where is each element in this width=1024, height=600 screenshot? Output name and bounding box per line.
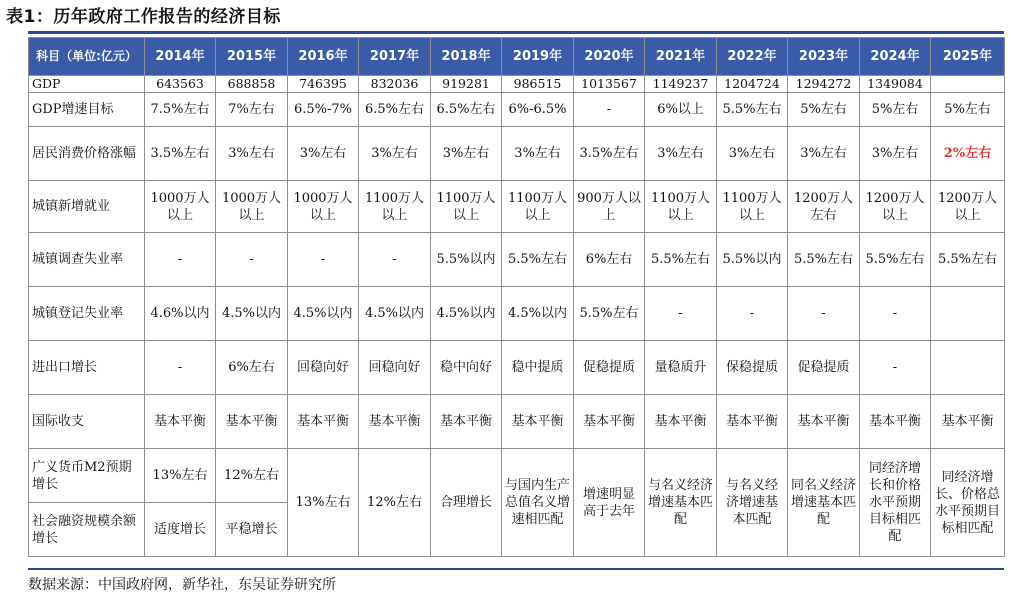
table-cell: - bbox=[645, 287, 717, 341]
table-cell: 5.5%左右 bbox=[574, 287, 645, 341]
table-cell: 1000万人以上 bbox=[145, 181, 216, 233]
header-year: 2021年 bbox=[645, 38, 717, 76]
table-cell: 基本平衡 bbox=[145, 395, 216, 449]
table-row bbox=[29, 233, 1005, 287]
table-cell: 基本平衡 bbox=[645, 395, 717, 449]
table-cell: 6.5%左右 bbox=[431, 93, 502, 127]
row-label: 社会融资规模余额增长 bbox=[29, 503, 145, 557]
table-cell: 回稳向好 bbox=[359, 341, 431, 395]
economic-targets-table bbox=[28, 37, 1005, 557]
table-cell: 1294272 bbox=[788, 76, 860, 93]
header-year: 2022年 bbox=[717, 38, 788, 76]
table-row bbox=[29, 76, 1005, 93]
table-cell: 688858 bbox=[216, 76, 288, 93]
merged-cell: 与国内生产总值名义增速相匹配 bbox=[502, 449, 574, 557]
table-cell: 基本平衡 bbox=[216, 395, 288, 449]
table-cell: 832036 bbox=[359, 76, 431, 93]
table-cell: 3%左右 bbox=[431, 127, 502, 181]
bottom-rule bbox=[28, 568, 1004, 570]
table-row bbox=[29, 93, 1005, 127]
table-cell: 1100万人以上 bbox=[359, 181, 431, 233]
table-cell: 7%左右 bbox=[216, 93, 288, 127]
table-cell: 1100万人以上 bbox=[502, 181, 574, 233]
merged-cell: 13%左右 bbox=[288, 449, 359, 557]
table-cell: 6%左右 bbox=[574, 233, 645, 287]
table-cell: 5.5%以内 bbox=[431, 233, 502, 287]
table-cell: 6%左右 bbox=[216, 341, 288, 395]
table-cell: - bbox=[788, 287, 860, 341]
header-year: 2023年 bbox=[788, 38, 860, 76]
merged-cell: 增速明显高于去年 bbox=[574, 449, 645, 557]
table-cell: 基本平衡 bbox=[717, 395, 788, 449]
table-cell: 1204724 bbox=[717, 76, 788, 93]
header-year: 2020年 bbox=[574, 38, 645, 76]
table-cell: 基本平衡 bbox=[359, 395, 431, 449]
table-cell: 3%左右 bbox=[359, 127, 431, 181]
table-cell: 5.5%左右 bbox=[788, 233, 860, 287]
table-cell: 1149237 bbox=[645, 76, 717, 93]
table-row bbox=[29, 449, 1005, 503]
table-cell: - bbox=[145, 233, 216, 287]
header-year: 2025年 bbox=[931, 38, 1005, 76]
table-cell: 5.5%左右 bbox=[717, 93, 788, 127]
table-cell: 1100万人以上 bbox=[645, 181, 717, 233]
table-cell: 3%左右 bbox=[860, 127, 931, 181]
table-row bbox=[29, 395, 1005, 449]
table-cell: 1100万人以上 bbox=[431, 181, 502, 233]
merged-cell: 合理增长 bbox=[431, 449, 502, 557]
table-cell: 6.5%-7% bbox=[288, 93, 359, 127]
row-label: 城镇调查失业率 bbox=[29, 233, 145, 287]
table-cell: 4.5%以内 bbox=[216, 287, 288, 341]
header-year: 2017年 bbox=[359, 38, 431, 76]
table-cell: 5%左右 bbox=[860, 93, 931, 127]
table-cell: 1000万人以上 bbox=[216, 181, 288, 233]
table-cell: 平稳增长 bbox=[216, 503, 288, 557]
source-note: 数据来源：中国政府网，新华社，东吴证券研究所 bbox=[28, 577, 336, 593]
table-cell: 量稳质升 bbox=[645, 341, 717, 395]
table-cell: 5.5%以内 bbox=[717, 233, 788, 287]
table-cell: - bbox=[288, 233, 359, 287]
table-cell: 3%左右 bbox=[788, 127, 860, 181]
table-cell bbox=[931, 287, 1005, 341]
table-cell: 1200万人左右 bbox=[788, 181, 860, 233]
table-cell: 4.5%以内 bbox=[359, 287, 431, 341]
table-cell: - bbox=[717, 287, 788, 341]
row-label: GDP bbox=[29, 76, 145, 93]
merged-cell: 同名义经济增速基本匹配 bbox=[788, 449, 860, 557]
table-cell: 1200万人以上 bbox=[931, 181, 1005, 233]
row-label: 进出口增长 bbox=[29, 341, 145, 395]
table-cell: 919281 bbox=[431, 76, 502, 93]
header-label: 科目（单位:亿元） bbox=[29, 38, 145, 76]
table-cell: 2%左右 bbox=[931, 127, 1005, 181]
table-cell: 5.5%左右 bbox=[931, 233, 1005, 287]
table-cell: 12%左右 bbox=[216, 449, 288, 503]
table-cell: 稳中向好 bbox=[431, 341, 502, 395]
table-cell: 基本平衡 bbox=[431, 395, 502, 449]
header-year: 2015年 bbox=[216, 38, 288, 76]
table-cell bbox=[931, 76, 1005, 93]
table-row bbox=[29, 127, 1005, 181]
table-cell: 1349084 bbox=[860, 76, 931, 93]
merged-cell: 12%左右 bbox=[359, 449, 431, 557]
table-cell: 回稳向好 bbox=[288, 341, 359, 395]
table-cell: 基本平衡 bbox=[574, 395, 645, 449]
row-label: GDP增速目标 bbox=[29, 93, 145, 127]
header-year: 2024年 bbox=[860, 38, 931, 76]
table-cell: 3%左右 bbox=[645, 127, 717, 181]
table-cell: 13%左右 bbox=[145, 449, 216, 503]
merged-cell: 同经济增长、价格总水平预期目标相匹配 bbox=[931, 449, 1005, 557]
table-cell: 5.5%左右 bbox=[502, 233, 574, 287]
table-cell: 促稳提质 bbox=[574, 341, 645, 395]
table-cell: - bbox=[860, 287, 931, 341]
table-cell: 1200万人以上 bbox=[860, 181, 931, 233]
table-cell: 1100万人以上 bbox=[717, 181, 788, 233]
table-cell: 1013567 bbox=[574, 76, 645, 93]
table-cell: 促稳提质 bbox=[788, 341, 860, 395]
table-cell: 稳中提质 bbox=[502, 341, 574, 395]
table-cell: - bbox=[145, 341, 216, 395]
header-row bbox=[29, 38, 1005, 76]
table-cell: 6%以上 bbox=[645, 93, 717, 127]
table-cell: 基本平衡 bbox=[860, 395, 931, 449]
table-cell: - bbox=[359, 233, 431, 287]
table-cell: 4.6%以内 bbox=[145, 287, 216, 341]
header-year: 2018年 bbox=[431, 38, 502, 76]
header-year: 2016年 bbox=[288, 38, 359, 76]
table-cell: 1000万人以上 bbox=[288, 181, 359, 233]
table-title: 表1：历年政府工作报告的经济目标 bbox=[6, 7, 281, 27]
table-cell: 适度增长 bbox=[145, 503, 216, 557]
table-cell bbox=[931, 341, 1005, 395]
row-label: 广义货币M2预期增长 bbox=[29, 449, 145, 503]
table-cell: - bbox=[574, 93, 645, 127]
table-cell: 6.5%左右 bbox=[359, 93, 431, 127]
table-row bbox=[29, 181, 1005, 233]
table-cell: 3%左右 bbox=[288, 127, 359, 181]
table-cell: 基本平衡 bbox=[788, 395, 860, 449]
table-cell: 基本平衡 bbox=[931, 395, 1005, 449]
row-label: 国际收支 bbox=[29, 395, 145, 449]
table-cell: 3.5%左右 bbox=[574, 127, 645, 181]
table-cell: 986515 bbox=[502, 76, 574, 93]
table-cell: 6%-6.5% bbox=[502, 93, 574, 127]
table-cell: 3%左右 bbox=[502, 127, 574, 181]
table-cell: 5%左右 bbox=[788, 93, 860, 127]
table-cell: 基本平衡 bbox=[502, 395, 574, 449]
top-rule bbox=[28, 31, 1004, 34]
table-cell: 4.5%以内 bbox=[288, 287, 359, 341]
table-cell: - bbox=[860, 341, 931, 395]
table-cell: 5.5%左右 bbox=[860, 233, 931, 287]
table-cell: 5%左右 bbox=[931, 93, 1005, 127]
table-cell: - bbox=[216, 233, 288, 287]
row-label: 城镇新增就业 bbox=[29, 181, 145, 233]
row-label: 城镇登记失业率 bbox=[29, 287, 145, 341]
table-row bbox=[29, 287, 1005, 341]
table-cell: 643563 bbox=[145, 76, 216, 93]
merged-cell: 与名义经济增速基本匹配 bbox=[645, 449, 717, 557]
row-label: 居民消费价格涨幅 bbox=[29, 127, 145, 181]
merged-cell: 同经济增长和价格水平预期目标相匹配 bbox=[860, 449, 931, 557]
table-cell: 900万人以上 bbox=[574, 181, 645, 233]
table-cell: 4.5%以内 bbox=[431, 287, 502, 341]
table-cell: 3%左右 bbox=[717, 127, 788, 181]
table-cell: 保稳提质 bbox=[717, 341, 788, 395]
header-year: 2019年 bbox=[502, 38, 574, 76]
table-cell: 3%左右 bbox=[216, 127, 288, 181]
table-cell: 746395 bbox=[288, 76, 359, 93]
header-year: 2014年 bbox=[145, 38, 216, 76]
table-row bbox=[29, 341, 1005, 395]
table-cell: 基本平衡 bbox=[288, 395, 359, 449]
merged-cell: 与名义经济增速基本匹配 bbox=[717, 449, 788, 557]
table-cell: 3.5%左右 bbox=[145, 127, 216, 181]
table-cell: 5.5%左右 bbox=[645, 233, 717, 287]
table-cell: 4.5%以内 bbox=[502, 287, 574, 341]
table-cell: 7.5%左右 bbox=[145, 93, 216, 127]
